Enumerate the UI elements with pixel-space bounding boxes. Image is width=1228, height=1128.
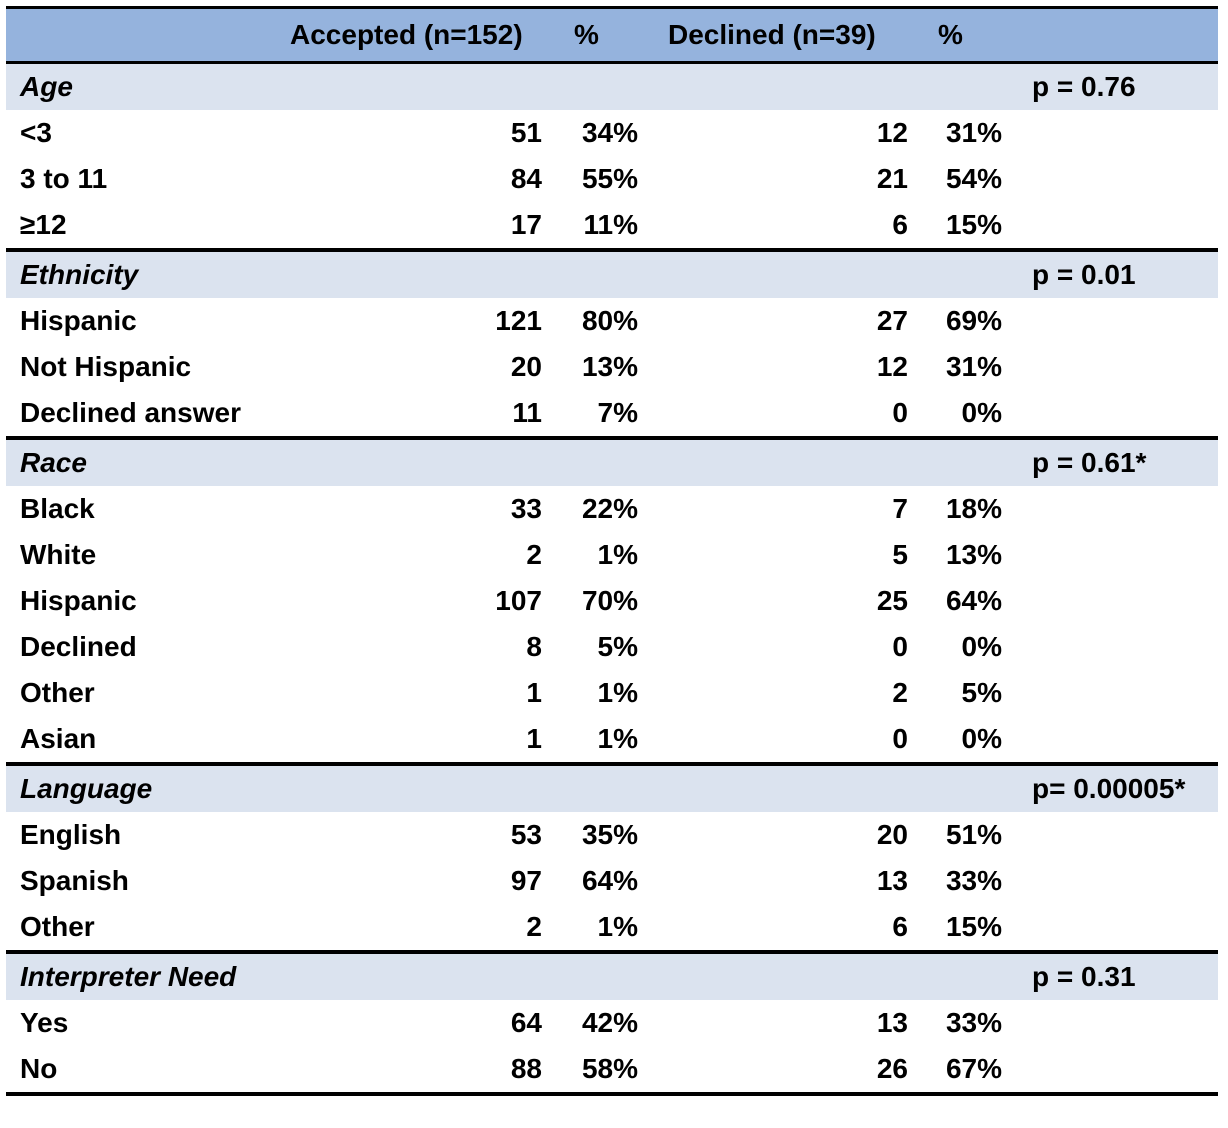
accepted-count: 1 [526, 723, 542, 754]
table-row [6, 1000, 1218, 1046]
accepted-percent: 70% [581, 585, 638, 616]
declined-count: 27 [876, 305, 908, 336]
accepted-percent: 7% [597, 397, 638, 428]
accepted-count: 8 [526, 631, 542, 662]
header-accepted: Accepted (n=152) [290, 19, 523, 50]
table-row [6, 904, 1218, 950]
declined-count: 12 [876, 351, 908, 382]
accepted-percent: 1% [597, 911, 638, 942]
row-label: 3 to 11 [20, 163, 108, 194]
table-row [6, 670, 1218, 716]
table-row [6, 858, 1218, 904]
declined-count: 6 [892, 209, 908, 240]
category-label: Race [20, 447, 87, 478]
declined-percent: 64% [945, 585, 1002, 616]
accepted-count: 121 [495, 305, 542, 336]
accepted-count: 1 [526, 677, 542, 708]
category-label: Age [20, 71, 73, 102]
table-row [6, 390, 1218, 436]
row-label: Other [20, 911, 95, 942]
declined-count: 0 [892, 723, 908, 754]
category-row [6, 762, 1218, 812]
row-label: <3 [20, 117, 52, 148]
header-declined-percent: % [938, 19, 963, 50]
accepted-percent: 58% [581, 1053, 638, 1084]
row-label: Asian [20, 723, 97, 754]
table-row [6, 578, 1218, 624]
category-row [6, 950, 1218, 1000]
row-label: Declined answer [20, 397, 241, 428]
table-row [6, 812, 1218, 858]
declined-percent: 33% [945, 865, 1002, 896]
header-row [6, 6, 1218, 64]
row-label: Declined [20, 631, 137, 662]
table-row [6, 532, 1218, 578]
declined-percent: 18% [945, 493, 1002, 524]
category-row [6, 436, 1218, 486]
declined-count: 2 [892, 677, 908, 708]
accepted-count: 53 [510, 819, 542, 850]
table-row [6, 344, 1218, 390]
declined-count: 20 [876, 819, 908, 850]
accepted-percent: 13% [581, 351, 638, 382]
demographics-table [6, 6, 1218, 1096]
row-label: Spanish [20, 865, 129, 896]
row-label: English [20, 819, 122, 850]
accepted-count: 11 [512, 397, 542, 428]
accepted-percent: 35% [581, 819, 638, 850]
row-label: Black [20, 493, 95, 524]
declined-count: 25 [876, 585, 908, 616]
row-label: Yes [20, 1007, 69, 1038]
declined-count: 6 [892, 911, 908, 942]
p-value: p = 0.31 [1032, 961, 1136, 992]
declined-percent: 15% [945, 911, 1002, 942]
table-row [6, 202, 1218, 248]
accepted-percent: 1% [597, 677, 638, 708]
header-accepted-percent: % [574, 19, 599, 50]
accepted-count: 97 [510, 865, 542, 896]
accepted-percent: 11% [583, 209, 638, 240]
category-row [6, 64, 1218, 110]
accepted-percent: 1% [597, 723, 638, 754]
declined-count: 0 [892, 631, 908, 662]
accepted-count: 20 [510, 351, 542, 382]
declined-percent: 51% [945, 819, 1002, 850]
declined-percent: 5% [961, 677, 1002, 708]
category-row [6, 248, 1218, 298]
table-row [6, 298, 1218, 344]
declined-percent: 0% [961, 631, 1002, 662]
accepted-count: 84 [510, 163, 542, 194]
declined-percent: 0% [961, 723, 1002, 754]
row-label: Hispanic [20, 305, 137, 336]
category-label: Language [20, 773, 153, 804]
table-row [6, 1046, 1218, 1096]
category-label: Interpreter Need [20, 961, 237, 992]
accepted-percent: 1% [597, 539, 638, 570]
accepted-count: 17 [510, 209, 542, 240]
declined-percent: 31% [945, 117, 1002, 148]
declined-percent: 54% [945, 163, 1002, 194]
p-value: p = 0.01 [1032, 259, 1136, 290]
accepted-percent: 64% [581, 865, 638, 896]
declined-count: 21 [876, 163, 908, 194]
header-declined: Declined (n=39) [668, 19, 876, 50]
declined-percent: 13% [945, 539, 1002, 570]
accepted-percent: 55% [581, 163, 638, 194]
row-label: ≥12 [20, 209, 67, 240]
accepted-count: 33 [510, 493, 542, 524]
category-label: Ethnicity [20, 259, 139, 290]
declined-count: 13 [876, 865, 908, 896]
declined-percent: 33% [945, 1007, 1002, 1038]
declined-percent: 31% [945, 351, 1002, 382]
row-label: No [20, 1053, 58, 1084]
row-label: Other [20, 677, 95, 708]
accepted-percent: 22% [581, 493, 638, 524]
declined-count: 0 [892, 397, 908, 428]
accepted-percent: 42% [581, 1007, 638, 1038]
table-row [6, 156, 1218, 202]
accepted-count: 2 [526, 911, 542, 942]
declined-percent: 15% [945, 209, 1002, 240]
declined-count: 12 [876, 117, 908, 148]
table-row [6, 110, 1218, 156]
table-row [6, 486, 1218, 532]
accepted-count: 2 [526, 539, 542, 570]
declined-count: 7 [892, 493, 908, 524]
declined-percent: 67% [945, 1053, 1002, 1084]
accepted-count: 107 [495, 585, 542, 616]
row-label: Not Hispanic [20, 351, 192, 382]
accepted-percent: 34% [581, 117, 638, 148]
row-label: White [20, 539, 97, 570]
p-value: p = 0.76 [1032, 71, 1136, 102]
declined-percent: 0% [961, 397, 1002, 428]
table-row [6, 716, 1218, 762]
row-label: Hispanic [20, 585, 137, 616]
accepted-count: 64 [510, 1007, 542, 1038]
declined-count: 5 [892, 539, 908, 570]
table-row [6, 624, 1218, 670]
accepted-percent: 80% [581, 305, 638, 336]
declined-count: 13 [876, 1007, 908, 1038]
accepted-count: 51 [510, 117, 542, 148]
accepted-percent: 5% [597, 631, 638, 662]
declined-percent: 69% [945, 305, 1002, 336]
p-value: p = 0.61* [1032, 447, 1147, 478]
declined-count: 26 [876, 1053, 908, 1084]
accepted-count: 88 [510, 1053, 542, 1084]
p-value: p= 0.00005* [1032, 773, 1186, 804]
